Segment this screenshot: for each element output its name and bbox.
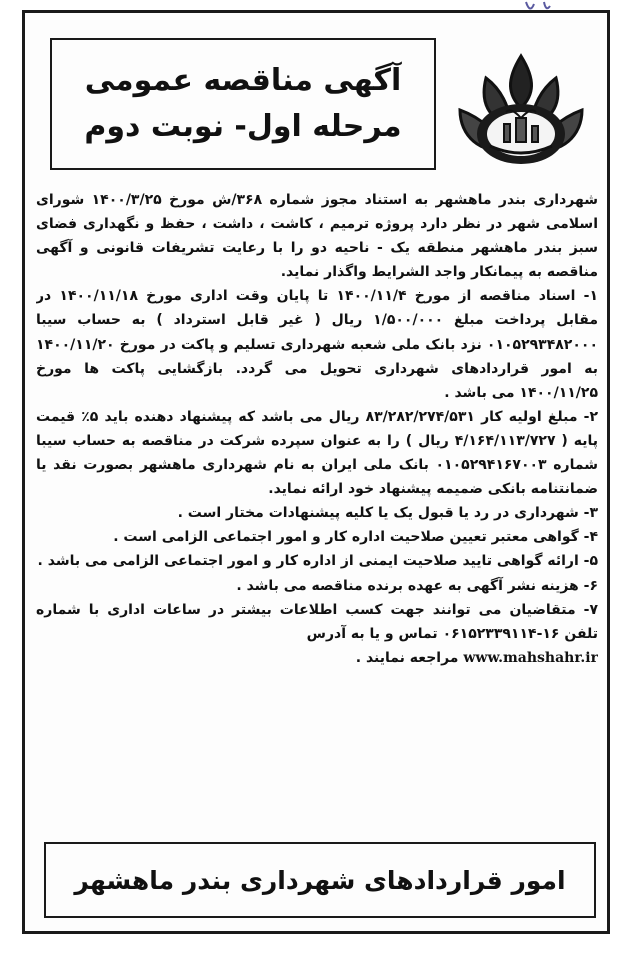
- website-link[interactable]: www.mahshahr.ir: [463, 649, 598, 666]
- clause-5: ۵- ارائه گواهی تایید صلاحیت ایمنی از اداره کار و امور اجتماعی الزامی می باشد .: [37, 553, 598, 570]
- municipality-emblem-icon: [446, 50, 596, 170]
- issuer-name: امور قراردادهای شهرداری بندر ماهشهر: [74, 865, 566, 895]
- footer-box: [44, 842, 596, 918]
- clause-2: ۲- مبلغ اولیه کار ۸۳/۲۸۲/۲۷۴/۵۳۱ ریال می باشد که پیشنهاد دهنده باید ۵٪ قیمت پایه ( ۴/۱۶۴/۱۱۳/۷۲۷ ریال ) را به عنوان سپرده شرکت در مناقصه به حساب سیبا شماره ۰۱۰۵۲۹۴۱۶۷۰۰۳ بانک ملی ایران به نام شهرداری ماهشهر بصورت نقد یا ضمانتنامه بانکی ضمیمه پیشنهاد خود ارائه نماید.: [36, 408, 598, 498]
- contact-line: [36, 646, 598, 670]
- contact-suffix: مراجعه نمایند .: [355, 649, 459, 666]
- notice-title: آگهی مناقصه عمومی: [84, 63, 402, 98]
- clause-1: ۱- اسناد مناقصه از مورخ ۱۴۰۰/۱۱/۴ تا پایان وقت اداری مورخ ۱۴۰۰/۱۱/۱۸ در مقابل پرداخت مبلغ ۱/۵۰۰/۰۰۰ ریال ( غیر قابل استرداد ) به حساب سیبا ۰۱۰۵۲۹۳۴۸۲۰۰۰ نزد بانک ملی شعبه شهرداری تسلیم و پاکت در مورخ ۱۴۰۰/۱۱/۲۰ به امور قراردادهای شهرداری تحویل می گردد. بازگشایی پاکت ها مورخ ۱۴۰۰/۱۱/۲۵ می باشد .: [36, 288, 598, 401]
- clause-6: ۶- هزینه نشر آگهی به عهده برنده مناقصه می باشد .: [236, 577, 598, 594]
- pen-mark-icon: [520, 0, 560, 20]
- clause-4: ۴- گواهی معتبر تعیین صلاحیت اداره کار و امور اجتماعی الزامی است .: [113, 529, 598, 546]
- title-box: [50, 38, 436, 170]
- clause-3: ۳- شهرداری در رد یا قبول یک یا کلیه پیشنهادات مختار است .: [177, 505, 598, 522]
- clause-7: ۷- متقاضیان می توانند جهت کسب اطلاعات بیشتر در ساعات اداری با شماره تلفن ۱۶-۰۶۱۵۲۳۳۹۱۱۴ تماس و یا به آدرس: [36, 601, 598, 642]
- notice-body: [36, 188, 598, 838]
- intro-paragraph: شهرداری بندر ماهشهر به استناد مجوز شماره ۳۶۸/ش مورخ ۱۴۰۰/۳/۲۵ شورای اسلامی شهر در نظر دارد پروژه ترمیم ، کاشت ، داشت ، حفظ و نگهداری فضای سبز بندر ماهشهر منطقه یک - ناحیه دو را با رعایت تشریفات قانونی و آگهی مناقصه به پیمانکار واجد الشرایط واگذار نماید.: [36, 192, 598, 281]
- notice-subtitle: مرحله اول- نوبت دوم: [84, 109, 402, 144]
